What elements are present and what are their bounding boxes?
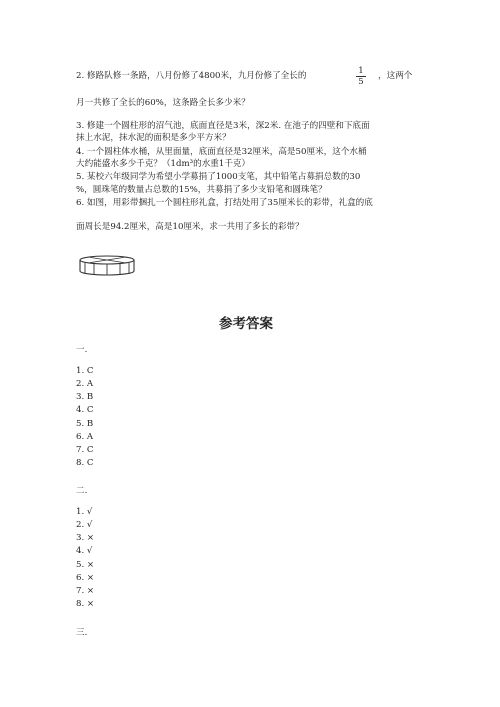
problem-2-line-2: 月一共修了全长的60%，这条路全长多少米？ — [76, 98, 250, 108]
problem-6-line-1: 6. 如图，用彩带捆扎一个圆柱形礼盒，打结处用了35厘米长的彩带，礼盒的底 — [76, 198, 373, 208]
problem-2-line-1-end: ，这两个 — [378, 71, 413, 81]
answer-item: 5. B — [76, 418, 94, 429]
fraction-denominator: 5 — [358, 77, 364, 87]
answer-item: 2. √ — [76, 520, 93, 531]
section-1-label: 一. — [76, 345, 88, 355]
problem-3-line-1: 3. 修建一个圆柱形的沼气池，底面直径是3米，深2米. 在池子的四壁和下底面 — [76, 121, 370, 131]
answer-item: 6. × — [76, 572, 95, 583]
section-3-label: 三. — [76, 628, 88, 638]
answer-key-title: 参考答案 — [219, 316, 273, 332]
problem-4-line-1: 4. 一个圆柱体水桶，从里面量，底面直径是32厘米，高是50厘米，这个水桶 — [76, 147, 367, 157]
section-2-label: 二. — [76, 486, 88, 496]
section-1-answer-list — [76, 365, 94, 470]
section-2-answer-list — [76, 506, 94, 611]
problem-2-fraction — [355, 66, 367, 87]
problem-3-line-2: 抹上水泥，抹水泥的面积是多少平方米？ — [76, 133, 231, 143]
answer-item: 3. × — [76, 533, 95, 544]
problem-5-line-2: %，圆珠笔的数量占总数的15%，共募捐了多少支铅笔和圆珠笔？ — [76, 185, 327, 195]
answer-item: 2. A — [76, 379, 94, 390]
problem-5-line-1: 5. 某校六年级同学为希望小学募捐了1000支笔，其中铅笔占募捐总数的30 — [76, 172, 361, 182]
problem-6-line-2: 面周长是94.2厘米，高是10厘米，求一共用了多长的彩带？ — [76, 222, 304, 232]
cylinder-gift-box-icon — [76, 254, 138, 278]
answer-item: 1. C — [76, 366, 94, 376]
problem-4-line-2: 大约能盛水多少千克？（1dm³的水重1千克） — [76, 159, 251, 169]
answer-item: 5. × — [76, 559, 95, 570]
answer-item: 6. A — [76, 431, 94, 442]
answer-item: 8. × — [76, 599, 95, 610]
answer-item: 8. C — [76, 458, 94, 469]
answer-item: 7. × — [76, 585, 95, 596]
answer-item: 4. √ — [76, 546, 93, 557]
answer-item: 4. C — [76, 405, 94, 416]
problem-2-line-1: 2. 修路队修一条路，八月份修了4800米，九月份修了全长的 — [76, 71, 307, 81]
answer-item: 1. √ — [76, 507, 93, 517]
answer-item: 3. B — [76, 392, 94, 403]
fraction-numerator: 1 — [358, 66, 364, 76]
answer-item: 7. C — [76, 444, 94, 455]
